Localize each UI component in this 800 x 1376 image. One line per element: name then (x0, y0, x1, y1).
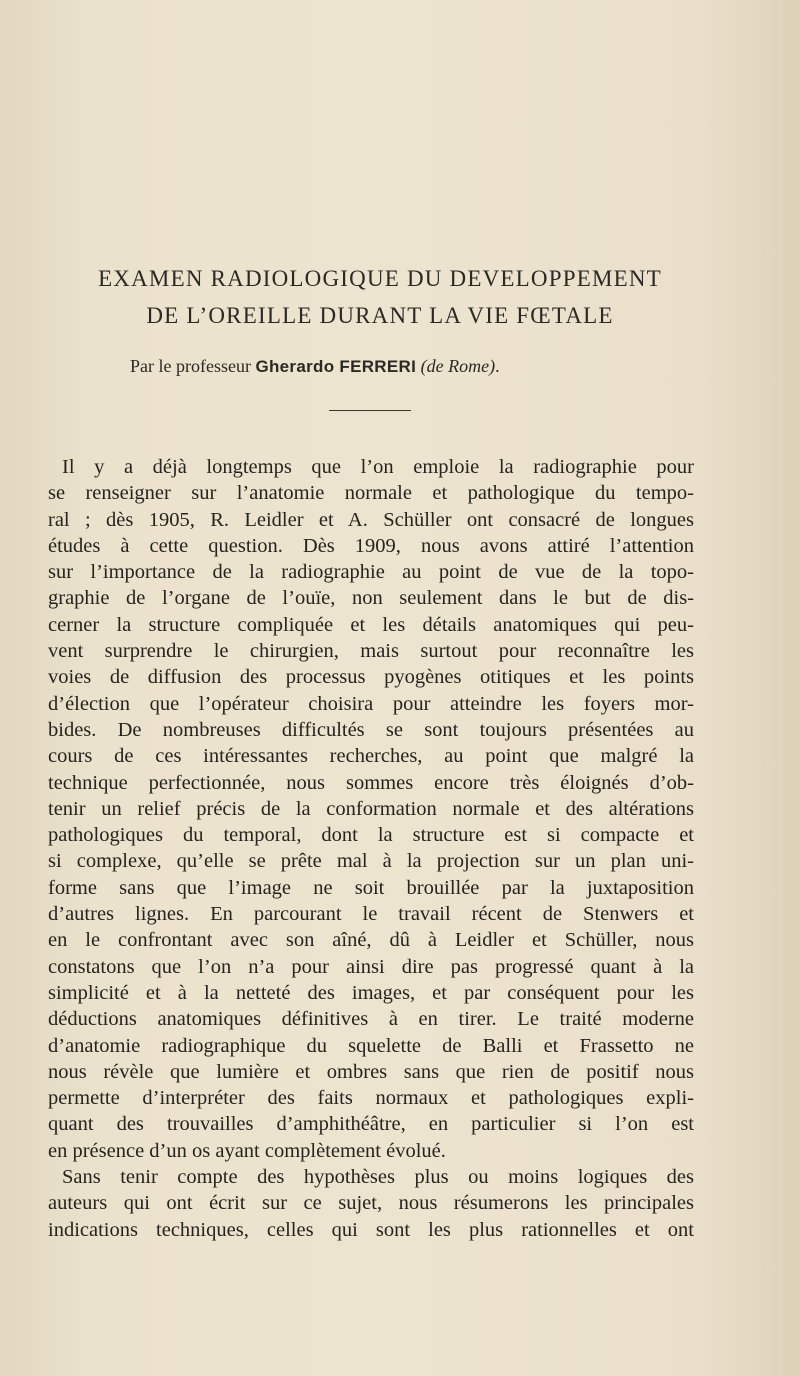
body-line: se renseigner sur l’anatomie normale et pathologique du tempo- (48, 482, 694, 505)
body-line: cerner la structure compliquée et les détails anatomiques qui peu- (48, 613, 694, 636)
body-line: en le confrontant avec son aîné, dû à Leidler et Schüller, nous (48, 929, 694, 952)
body-line: permette d’interpréter des faits normaux et pathologiques expli- (48, 1087, 694, 1110)
body-line: en présence d’un os ayant complètement évolué. (48, 1139, 446, 1162)
body-line: Il y a déjà longtemps que l’on emploie la radiographie pour (62, 456, 694, 478)
body-line: pathologiques du temporal, dont la structure est si compacte et (48, 824, 694, 847)
body-line: nous révèle que lumière et ombres sans que rien de positif nous (48, 1060, 694, 1083)
body-line: simplicité et à la netteté des images, et par conséquent pour les (48, 981, 694, 1004)
body-line: d’autres lignes. En parcourant le travail récent de Stenwers et (48, 903, 694, 926)
body-line: constatons que l’on n’a pour ainsi dire pas progressé quant à la (48, 955, 694, 978)
body-line: forme sans que l’image ne soit brouillée par la juxtaposition (48, 876, 694, 899)
body-line: technique perfectionnée, nous sommes encore très éloignés d’ob- (48, 771, 694, 794)
body-line: ral ; dès 1905, R. Leidler et A. Schüller ont consacré de longues (48, 508, 694, 531)
body-line: cours de ces intéressantes recherches, au point que malgré la (48, 745, 694, 768)
body-line: d’élection que l’opérateur choisira pour atteindre les foyers mor- (48, 692, 694, 715)
article-title-line-2: DE L’OREILLE DURANT LA VIE FŒTALE (146, 303, 614, 328)
body-line: auteurs qui ont écrit sur ce sujet, nous résumerons les principales (48, 1192, 694, 1215)
byline-suffix: . (495, 356, 500, 376)
article-title-line-1: EXAMEN RADIOLOGIQUE DU DEVELOPPEMENT (98, 266, 662, 291)
title-separator-rule (329, 410, 411, 411)
body-line: si complexe, qu’elle se prête mal à la projection sur un plan uni- (48, 850, 694, 873)
body-line: sur l’importance de la radiographie au point de vue de la topo- (48, 561, 694, 584)
body-line: études à cette question. Dès 1909, nous avons attiré l’attention (48, 534, 694, 557)
body-line: d’anatomie radiographique du squelette de Balli et Frassetto ne (48, 1034, 694, 1057)
body-line: voies de diffusion des processus pyogènes otitiques et les points (48, 666, 694, 689)
body-line: quant des trouvailles d’amphithéâtre, en particulier si l’on est (48, 1113, 694, 1136)
body-line: tenir un relief précis de la conformation normale et des altérations (48, 797, 694, 820)
body-line: indications techniques, celles qui sont les plus rationnelles et ont (48, 1218, 694, 1241)
body-line: déductions anatomiques définitives à en tirer. Le traité moderne (48, 1008, 694, 1031)
author-name: Gherardo FERRERI (255, 357, 417, 376)
article-body (48, 454, 694, 1243)
body-line: graphie de l’organe de l’ouïe, non seulement dans le but de dis- (48, 587, 694, 610)
body-line: bides. De nombreuses difficultés se sont toujours présentées au (48, 718, 694, 741)
body-line: vent surprendre le chirurgien, mais surtout pour reconnaître les (48, 640, 694, 663)
byline-prefix: Par le professeur (130, 356, 251, 376)
body-line: Sans tenir compte des hypothèses plus ou moins logiques des (62, 1166, 694, 1189)
author-origin: (de Rome) (420, 356, 496, 376)
byline (130, 356, 500, 377)
